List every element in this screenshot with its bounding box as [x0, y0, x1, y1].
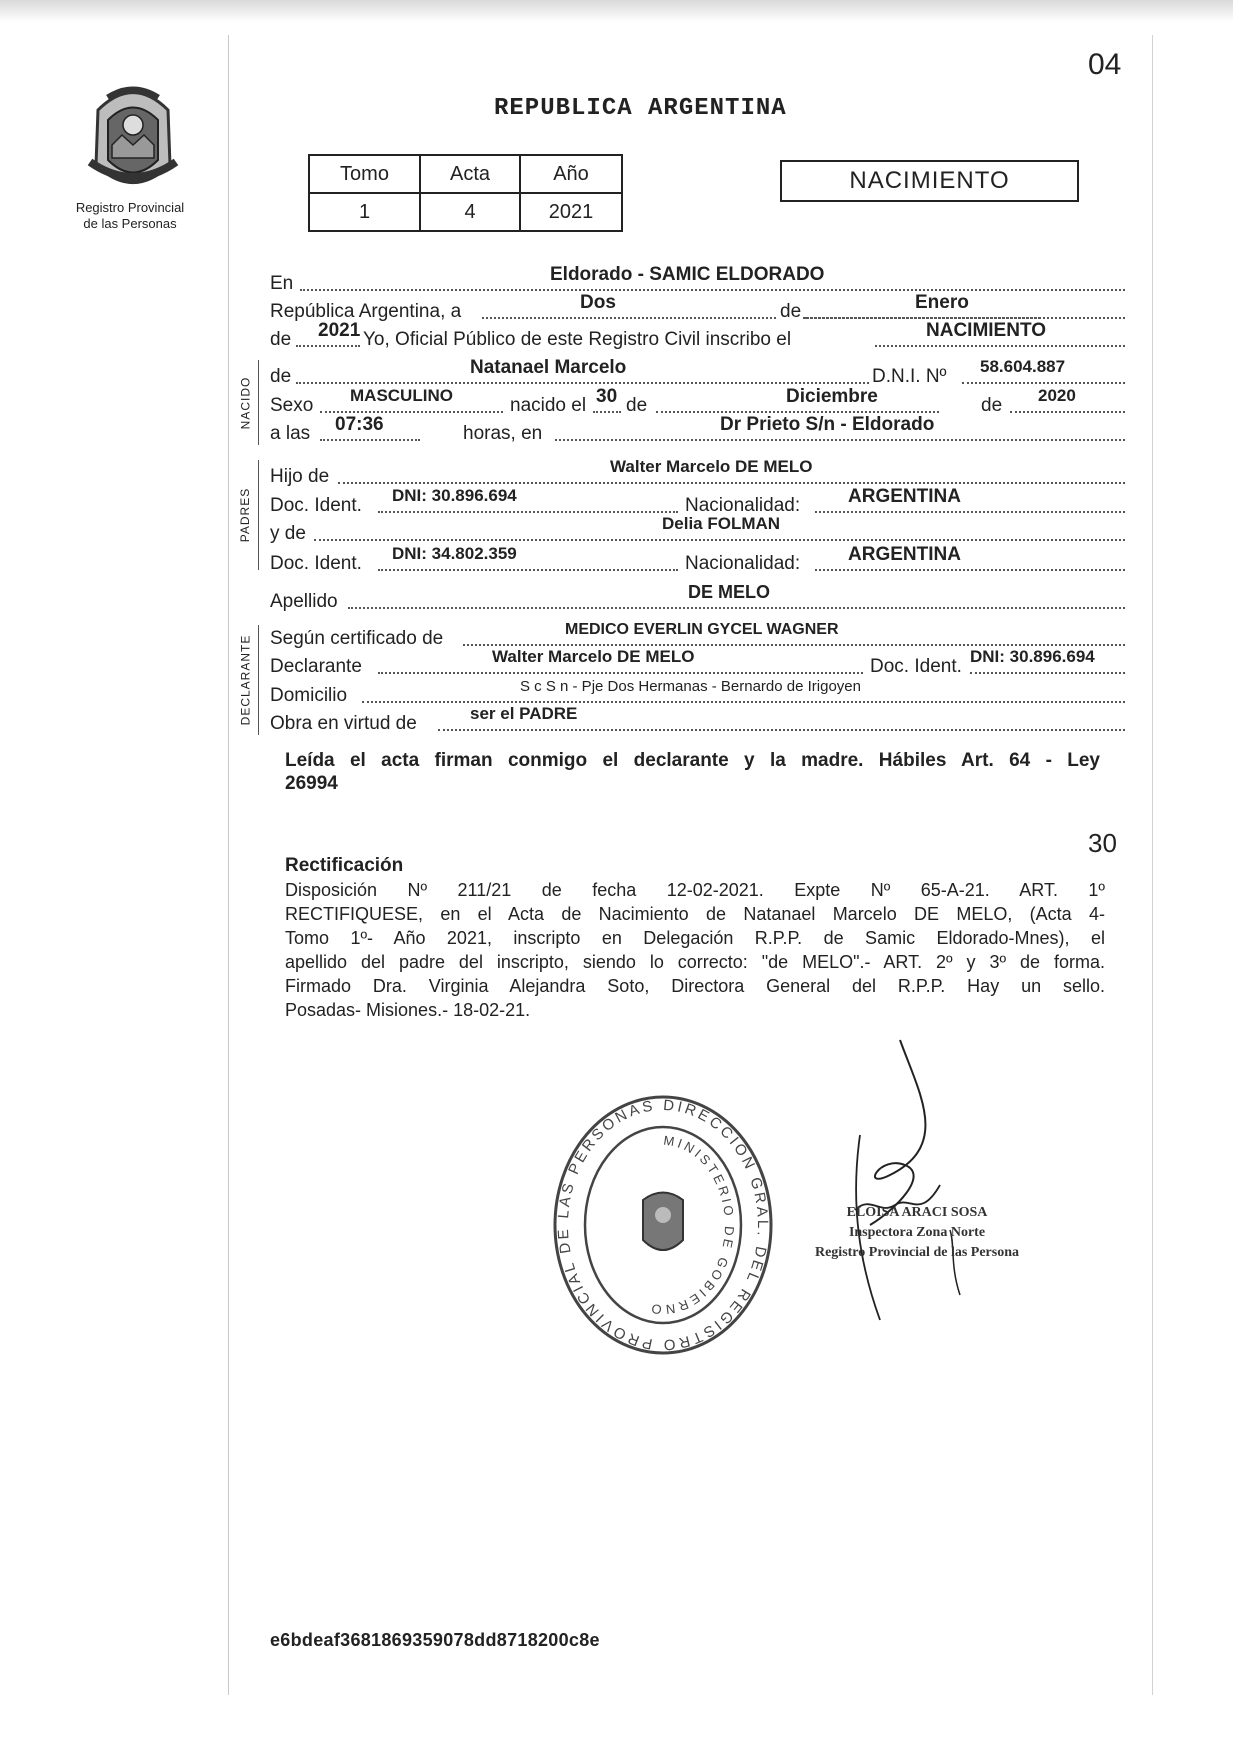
row-domicilio: [270, 677, 1125, 707]
logo-caption: [60, 200, 200, 232]
dotted-line: [338, 482, 1125, 484]
header-tomo: Tomo: [309, 155, 420, 193]
row-declarante: [270, 648, 1125, 678]
header-anio: Año: [520, 155, 622, 193]
dotted-line: [378, 672, 863, 674]
closing-statement: Leída el acta firman conmigo el declarante y la madre. Hábiles Art. 64 - Ley: [285, 750, 1100, 771]
record-type-box: NACIMIENTO: [780, 160, 1079, 202]
side-label-padres: PADRES: [238, 487, 252, 543]
svg-text:DIRECCION GRAL. DEL REGISTRO P: DIRECCION GRAL. DEL REGISTRO PROVINCIAL DE LAS PERSONAS: [554, 1096, 771, 1354]
dotted-line: [296, 345, 360, 347]
logo-caption-line2: de las Personas: [83, 216, 177, 231]
dotted-line: [815, 511, 1125, 513]
label-apellido: Apellido: [270, 591, 338, 612]
dotted-line: [815, 569, 1125, 571]
label-en: En: [270, 273, 294, 294]
official-seal-stamp: [548, 1090, 778, 1360]
value-hora: 07:36: [335, 414, 384, 435]
value-nombre: Natanael Marcelo: [470, 357, 627, 378]
document-title: REPUBLICA ARGENTINA: [494, 95, 787, 122]
rectificacion-title: Rectificación: [285, 855, 404, 876]
value-tomo: 1: [309, 193, 420, 231]
dotted-line: [875, 345, 1125, 347]
row-certificado: [270, 620, 1125, 650]
label-doc-madre: Doc. Ident.: [270, 553, 362, 574]
registry-value-row: [309, 193, 622, 231]
rectificacion-line: Disposición Nº 211/21 de fecha 12-02-2021. Expte Nº 65-A-21. ART. 1º: [285, 880, 1105, 900]
row-padre-doc: [270, 487, 1125, 517]
signatory-office: Registro Provincial de las Persona: [814, 1245, 1020, 1260]
dotted-line: [1010, 411, 1125, 413]
value-lugar: Dr Prieto S/n - Eldorado: [720, 414, 935, 435]
value-obra: ser el PADRE: [470, 704, 578, 723]
value-acta: 4: [420, 193, 520, 231]
row-fecha: [270, 293, 1125, 323]
value-padre-nac: ARGENTINA: [848, 486, 961, 507]
value-dni: 58.604.887: [980, 357, 1066, 376]
signatory-stamp: [812, 1203, 1022, 1263]
label-de: de: [780, 301, 802, 322]
row-inscripcion: [270, 321, 1125, 351]
dotted-line: [314, 539, 1125, 541]
section-bracket-nacido: [258, 360, 259, 445]
row-hora-lugar: [270, 415, 1125, 445]
rectificacion-line: Firmado Dra. Virginia Alejandra Soto, Directora General del R.P.P. Hay un sello.: [285, 976, 1105, 996]
side-label-declarante: DECLARANTE: [238, 634, 252, 726]
label-de-anio: de: [270, 329, 292, 350]
value-nac-mes: Diciembre: [786, 386, 878, 407]
section-bracket-padres: [258, 460, 259, 570]
rectificacion-body: [285, 878, 1105, 1022]
label-republica: República Argentina, a: [270, 301, 462, 322]
value-anio: 2021: [520, 193, 622, 231]
svg-text:MINISTERIO DE GOBIERNO: MINISTERIO DE GOBIERNO: [647, 1132, 738, 1318]
dotted-line: [438, 729, 1125, 731]
value-nac-anio: 2020: [1038, 386, 1076, 405]
side-label-nacido: NACIDO: [238, 376, 253, 429]
dotted-line: [320, 411, 503, 413]
label-de-mes: de: [626, 395, 648, 416]
label-horas-en: horas, en: [463, 423, 543, 444]
value-declarante-doc: DNI: 30.896.694: [970, 647, 1095, 666]
dotted-line: [362, 701, 1125, 703]
value-padre-doc: DNI: 30.896.694: [392, 486, 517, 505]
value-dia: Dos: [580, 292, 616, 313]
label-doc-declarante: Doc. Ident.: [870, 656, 962, 677]
row-obra: [270, 705, 1125, 735]
value-domicilio: S c S n - Pje Dos Hermanas - Bernardo de Irigoyen: [520, 678, 861, 695]
rectificacion-line: RECTIFIQUESE, en el Acta de Nacimiento de Natanael Marcelo DE MELO, (Acta 4-: [285, 904, 1105, 924]
value-madre-nac: ARGENTINA: [848, 544, 961, 565]
scan-shadow: [0, 0, 1233, 22]
dotted-line: [348, 607, 1125, 609]
label-domicilio: Domicilio: [270, 685, 348, 706]
label-declarante: Declarante: [270, 656, 362, 677]
label-y-de: y de: [270, 523, 306, 544]
dotted-line: [962, 382, 1125, 384]
row-lugar: [270, 265, 1125, 295]
label-de-nombre: de: [270, 366, 292, 387]
right-margin-line: [1152, 35, 1153, 1695]
row-madre-doc: [270, 545, 1125, 575]
registry-table: [308, 154, 623, 232]
label-dni: D.N.I. Nº: [872, 366, 947, 387]
dotted-line: [300, 289, 1125, 291]
row-padre: [270, 458, 1125, 488]
label-segun: Según certificado de: [270, 628, 444, 649]
signatory-role: Inspectora Zona Norte: [848, 1225, 986, 1240]
label-nac-padre: Nacionalidad:: [685, 495, 801, 516]
dotted-line: [656, 411, 939, 413]
label-sexo: Sexo: [270, 395, 314, 416]
dotted-line: [378, 511, 678, 513]
value-madre: Delia FOLMAN: [662, 514, 781, 533]
dotted-line: [804, 317, 1125, 319]
label-nac-madre: Nacionalidad:: [685, 553, 801, 574]
row-apellido: [270, 583, 1125, 613]
handwritten-signature: [800, 1035, 990, 1325]
rectificacion-line: Tomo 1º- Año 2021, inscripto en Delegación R.P.P. de Samic Eldorado-Mnes), el: [285, 928, 1105, 948]
dotted-line: [296, 382, 869, 384]
annotation-number: 30: [1088, 828, 1117, 858]
rectificacion-line: Posadas- Misiones.- 18-02-21.: [285, 1000, 531, 1020]
value-madre-doc: DNI: 34.802.359: [392, 544, 517, 563]
dotted-line: [970, 672, 1125, 674]
value-anio: 2021: [318, 320, 361, 341]
closing-statement-line2: 26994: [285, 773, 338, 794]
label-de-anio2: de: [981, 395, 1003, 416]
signatory-name: ELOISA ARACI SOSA: [846, 1205, 988, 1220]
value-certificado: MEDICO EVERLIN GYCEL WAGNER: [565, 621, 839, 638]
label-nacido: nacido el: [510, 395, 587, 416]
dotted-line: [378, 569, 678, 571]
label-hijo-de: Hijo de: [270, 466, 330, 487]
left-margin-line: [228, 35, 229, 1695]
dotted-line: [555, 439, 1125, 441]
row-sexo: [270, 387, 1125, 417]
rectificacion-line: apellido del padre del inscripto, siendo lo correcto: "de MELO".- ART. 2º y 3º de forma.: [285, 952, 1105, 972]
value-declarante: Walter Marcelo DE MELO: [492, 647, 695, 666]
label-alas: a las: [270, 423, 311, 444]
label-doc-padre: Doc. Ident.: [270, 495, 362, 516]
value-en: Eldorado - SAMIC ELDORADO: [550, 264, 825, 285]
value-apellido: DE MELO: [688, 582, 771, 602]
logo-caption-line1: Registro Provincial: [75, 200, 185, 215]
label-obra: Obra en virtud de: [270, 713, 417, 734]
value-inscribe: NACIMIENTO: [926, 320, 1046, 341]
dotted-line: [593, 411, 621, 413]
value-sexo: MASCULINO: [350, 386, 453, 405]
section-bracket-declarante: [258, 625, 259, 735]
dotted-line: [320, 439, 420, 441]
label-yo: Yo, Oficial Público de este Registro Civil inscribo el: [363, 329, 792, 350]
value-nac-dia: 30: [596, 386, 618, 407]
provincia-misiones-shield-logo: [78, 80, 188, 200]
document-hash: e6bdeaf3681869359078dd8718200c8e: [270, 1630, 600, 1650]
row-madre: [270, 515, 1125, 545]
dotted-line: [463, 644, 1125, 646]
row-nombre: [270, 358, 1125, 388]
value-mes: Enero: [915, 292, 969, 313]
registry-header-row: [309, 155, 622, 193]
header-acta: Acta: [420, 155, 520, 193]
value-padre: Walter Marcelo DE MELO: [610, 457, 813, 476]
page-number: 04: [1088, 48, 1122, 81]
